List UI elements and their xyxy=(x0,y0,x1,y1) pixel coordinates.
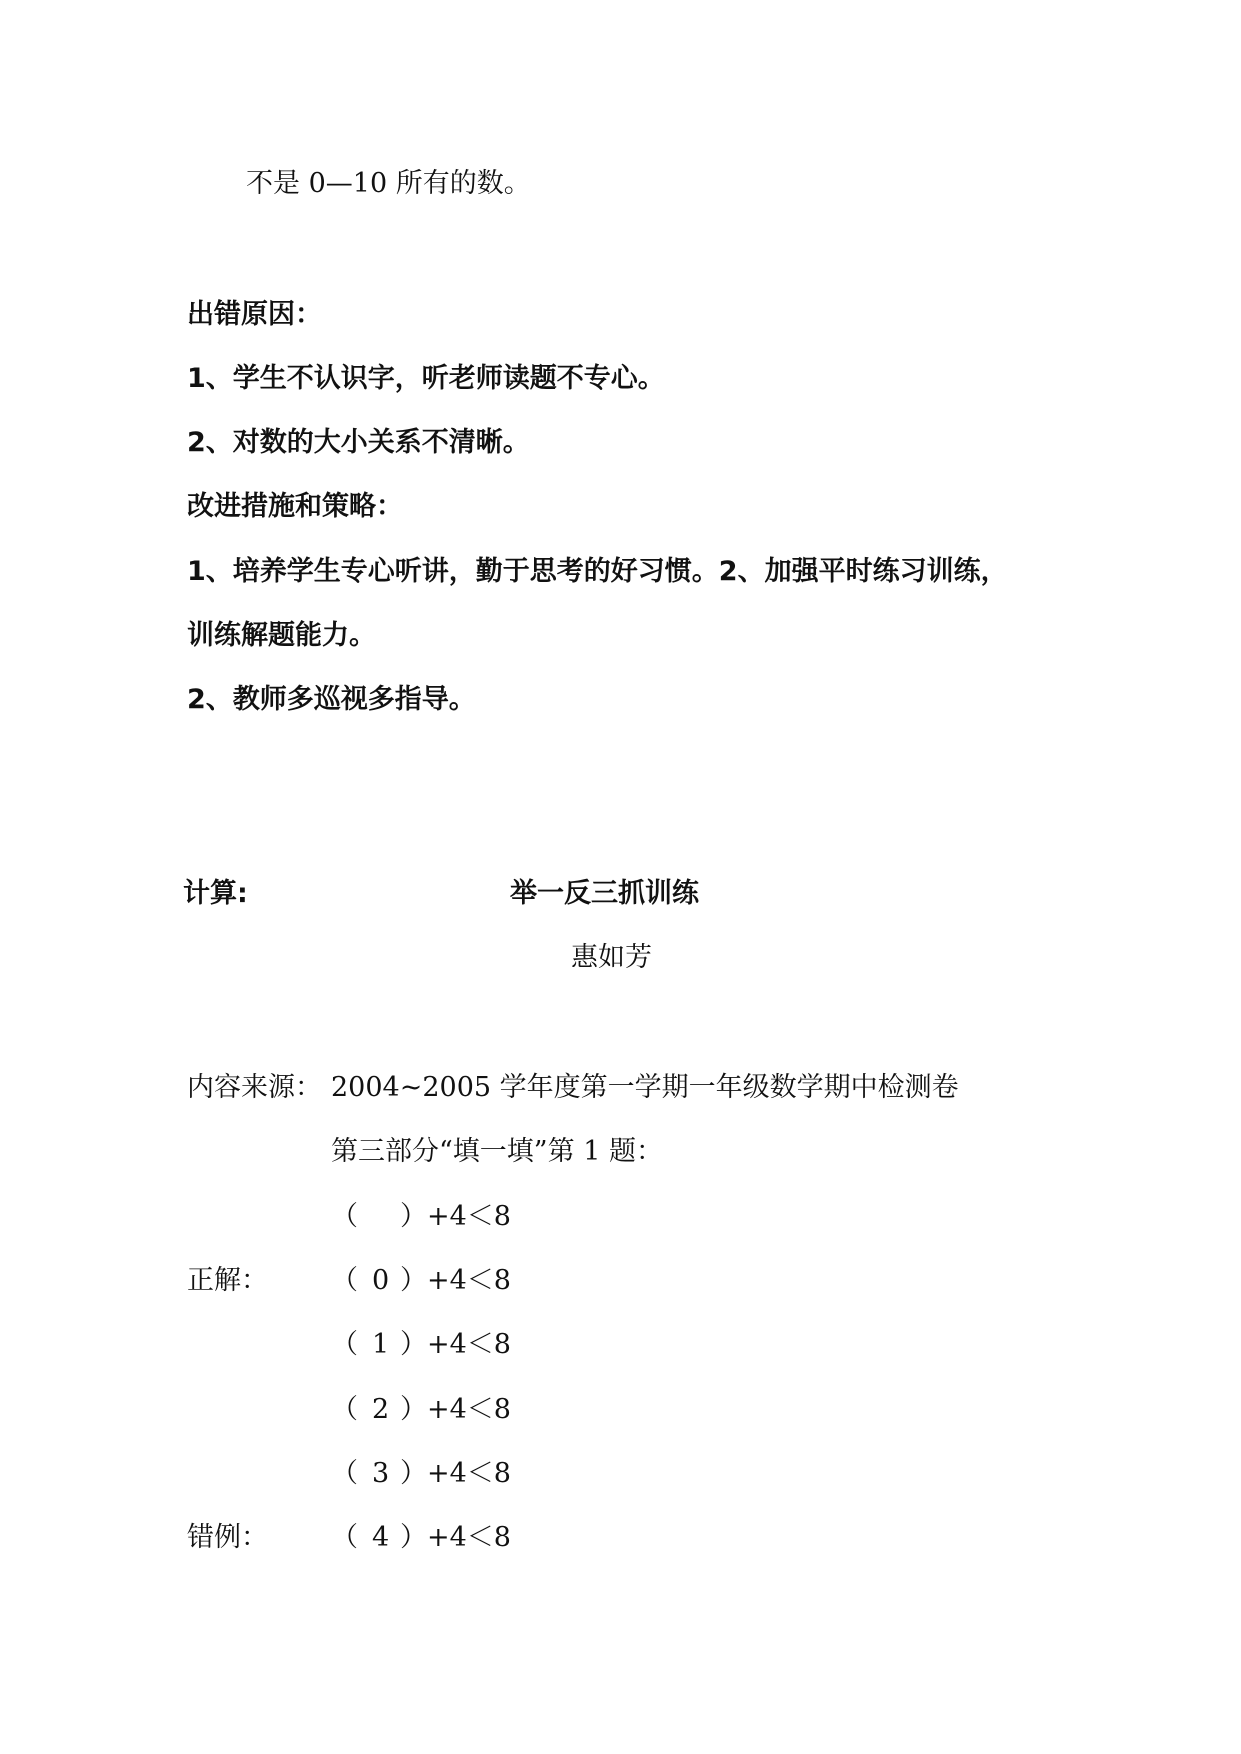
author-name: 惠如芳 xyxy=(571,942,652,973)
error-reason-1: 1、学生不认识字，听老师读题不专心。 xyxy=(187,363,665,394)
paren-close-expression: ）+4＜8 xyxy=(400,1201,511,1232)
paren-close-expression: ）+4＜8 xyxy=(400,1458,511,1489)
paren-close-expression: ）+4＜8 xyxy=(400,1265,511,1296)
error-reason-2: 2、对数的大小关系不清晰。 xyxy=(187,427,530,458)
section-label: 计算: xyxy=(183,878,248,909)
source-text: 2004~2005 学年度第一学期一年级数学期中检测卷 xyxy=(331,1072,959,1103)
measures-heading: 改进措施和策略： xyxy=(187,491,403,522)
measure-line-1: 1、培养学生专心听讲，勤于思考的好习惯。2、加强平时练习训练， xyxy=(187,556,1008,587)
measure-line-2: 训练解题能力。 xyxy=(187,620,376,651)
answer-label: 正解： xyxy=(187,1265,268,1296)
paren-open: （ xyxy=(331,1329,358,1360)
source-part: 第三部分“填一填”第 1 题： xyxy=(331,1136,663,1167)
paren-open: （ xyxy=(331,1458,358,1489)
intro-line: 不是 0—10 所有的数。 xyxy=(246,168,531,199)
paren-close-expression: ）+4＜8 xyxy=(400,1522,511,1553)
measure-line-3: 2、教师多巡视多指导。 xyxy=(187,684,476,715)
paren-open: （ xyxy=(331,1265,358,1296)
paren-close-expression: ）+4＜8 xyxy=(400,1394,511,1425)
paren-open: （ xyxy=(331,1522,358,1553)
paren-open: （ xyxy=(331,1394,358,1425)
section-title: 举一反三抓训练 xyxy=(510,878,699,909)
error-reasons-heading: 出错原因： xyxy=(187,299,322,330)
wrong-value: 4 xyxy=(372,1522,390,1553)
wrong-example-label: 错例： xyxy=(187,1522,268,1553)
answer-value: 1 xyxy=(372,1329,390,1360)
answer-value: 2 xyxy=(372,1394,390,1425)
source-label: 内容来源： xyxy=(187,1072,322,1103)
answer-value: 0 xyxy=(372,1265,390,1296)
answer-value: 3 xyxy=(372,1458,390,1489)
paren-close-expression: ）+4＜8 xyxy=(400,1329,511,1360)
paren-open: （ xyxy=(331,1201,358,1232)
